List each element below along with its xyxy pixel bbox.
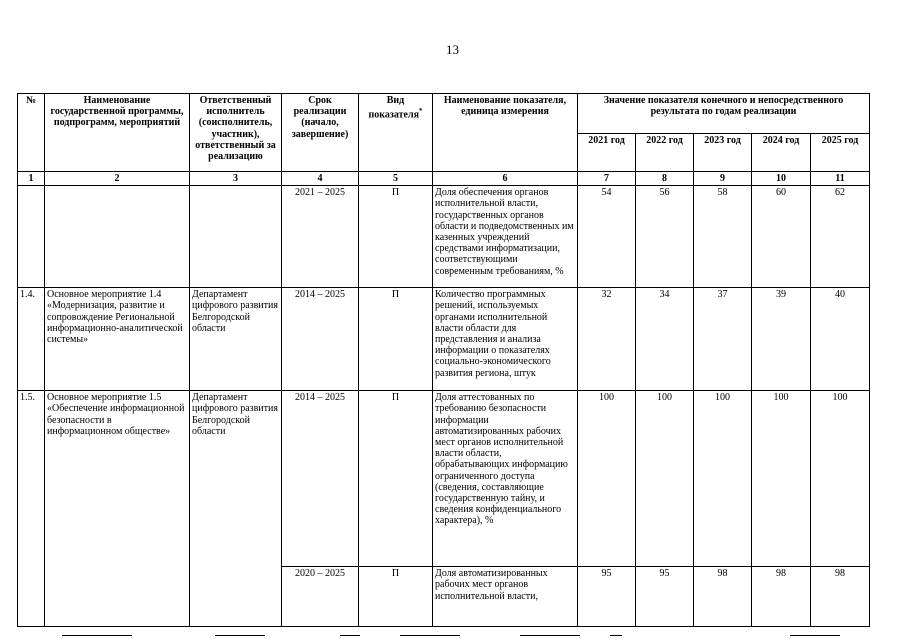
row-value: 95	[578, 567, 636, 627]
header-col-type-label: Вид показателя	[368, 95, 419, 121]
divider	[62, 635, 132, 636]
indicators-table	[17, 93, 870, 627]
page-number: 13	[446, 42, 459, 57]
row-value: 98	[694, 567, 752, 627]
row-value: 100	[636, 391, 694, 567]
row-no	[18, 186, 45, 288]
row-term: 2020 – 2025	[282, 567, 359, 627]
row-value: 62	[811, 186, 870, 288]
header-col-indicator: Наименование показателя, единица измерения	[433, 94, 578, 172]
index-cell: 9	[694, 172, 752, 186]
header-col-type-mark: *	[419, 107, 423, 116]
header-year: 2025 год	[811, 134, 870, 172]
row-value: 60	[752, 186, 811, 288]
header-col-term: Срок реализации (начало, завершение)	[282, 94, 359, 172]
row-indicator: Доля автоматизированных рабочих мест органов исполнительной власти,	[433, 567, 578, 627]
row-name: Основное мероприятие 1.4 «Модернизация, развитие и сопровождение Региональной информационно-аналитической системы»	[45, 288, 190, 391]
row-indicator: Доля обеспечения органов исполнительной власти, государственных органов области и подведомственных им казенных учреждений средствами информатизации, соответствующими современным требованиям, %	[433, 186, 578, 288]
header-year: 2023 год	[694, 134, 752, 172]
header-col-type	[359, 94, 433, 172]
bottom-scan-lines	[0, 632, 905, 640]
table-row	[18, 186, 870, 288]
row-value: 100	[752, 391, 811, 567]
table-row	[18, 391, 870, 567]
row-value: 34	[636, 288, 694, 391]
row-term: 2014 – 2025	[282, 391, 359, 567]
row-type: П	[359, 186, 433, 288]
row-value: 54	[578, 186, 636, 288]
index-cell: 1	[18, 172, 45, 186]
header-col-values: Значение показателя конечного и непосредственного результата по годам реализации	[578, 94, 870, 134]
row-executor: Департамент цифрового развития Белгородской области	[190, 288, 282, 391]
index-cell: 4	[282, 172, 359, 186]
row-name: Основное мероприятие 1.5 «Обеспечение информационной безопасности в информационном обществе»	[45, 391, 190, 627]
row-executor	[190, 186, 282, 288]
row-value: 39	[752, 288, 811, 391]
row-value: 98	[811, 567, 870, 627]
row-value: 95	[636, 567, 694, 627]
row-term: 2021 – 2025	[282, 186, 359, 288]
row-type: П	[359, 288, 433, 391]
row-executor: Департамент цифрового развития Белгородской области	[190, 391, 282, 627]
index-cell: 2	[45, 172, 190, 186]
header-col-no: №	[18, 94, 45, 172]
index-cell: 11	[811, 172, 870, 186]
header-col-name: Наименование государственной программы, подпрограмм, мероприятий	[45, 94, 190, 172]
row-value: 40	[811, 288, 870, 391]
row-indicator: Количество программных решений, используемых органами исполнительной власти области для представления и анализа информации о показателях социально-экономического развития региона, штук	[433, 288, 578, 391]
row-indicator: Доля аттестованных по требованию безопасности информации автоматизированных рабочих мест органов исполнительной власти области, обрабатывающих информацию ограниченного доступа (сведения, составляющие государственную тайну, и сведения конфиденциального характера), %	[433, 391, 578, 567]
row-value: 98	[752, 567, 811, 627]
row-type: П	[359, 567, 433, 627]
index-cell: 6	[433, 172, 578, 186]
divider	[215, 635, 265, 636]
row-value: 100	[694, 391, 752, 567]
index-cell: 10	[752, 172, 811, 186]
header-year: 2024 год	[752, 134, 811, 172]
header-row-1	[18, 94, 870, 134]
row-name	[45, 186, 190, 288]
row-value: 37	[694, 288, 752, 391]
index-row	[18, 172, 870, 186]
row-value: 32	[578, 288, 636, 391]
row-type: П	[359, 391, 433, 567]
divider	[610, 635, 622, 636]
header-year: 2021 год	[578, 134, 636, 172]
index-cell: 5	[359, 172, 433, 186]
row-value: 56	[636, 186, 694, 288]
header-year: 2022 год	[636, 134, 694, 172]
row-term: 2014 – 2025	[282, 288, 359, 391]
divider	[340, 635, 360, 636]
row-value: 58	[694, 186, 752, 288]
divider	[790, 635, 840, 636]
header-col-executor: Ответственный исполнитель (соисполнитель, участник), ответственный за реализацию	[190, 94, 282, 172]
index-cell: 3	[190, 172, 282, 186]
divider	[400, 635, 460, 636]
row-value: 100	[578, 391, 636, 567]
row-no: 1.4.	[18, 288, 45, 391]
row-value: 100	[811, 391, 870, 567]
divider	[520, 635, 580, 636]
index-cell: 8	[636, 172, 694, 186]
index-cell: 7	[578, 172, 636, 186]
row-no: 1.5.	[18, 391, 45, 627]
table-row	[18, 288, 870, 391]
